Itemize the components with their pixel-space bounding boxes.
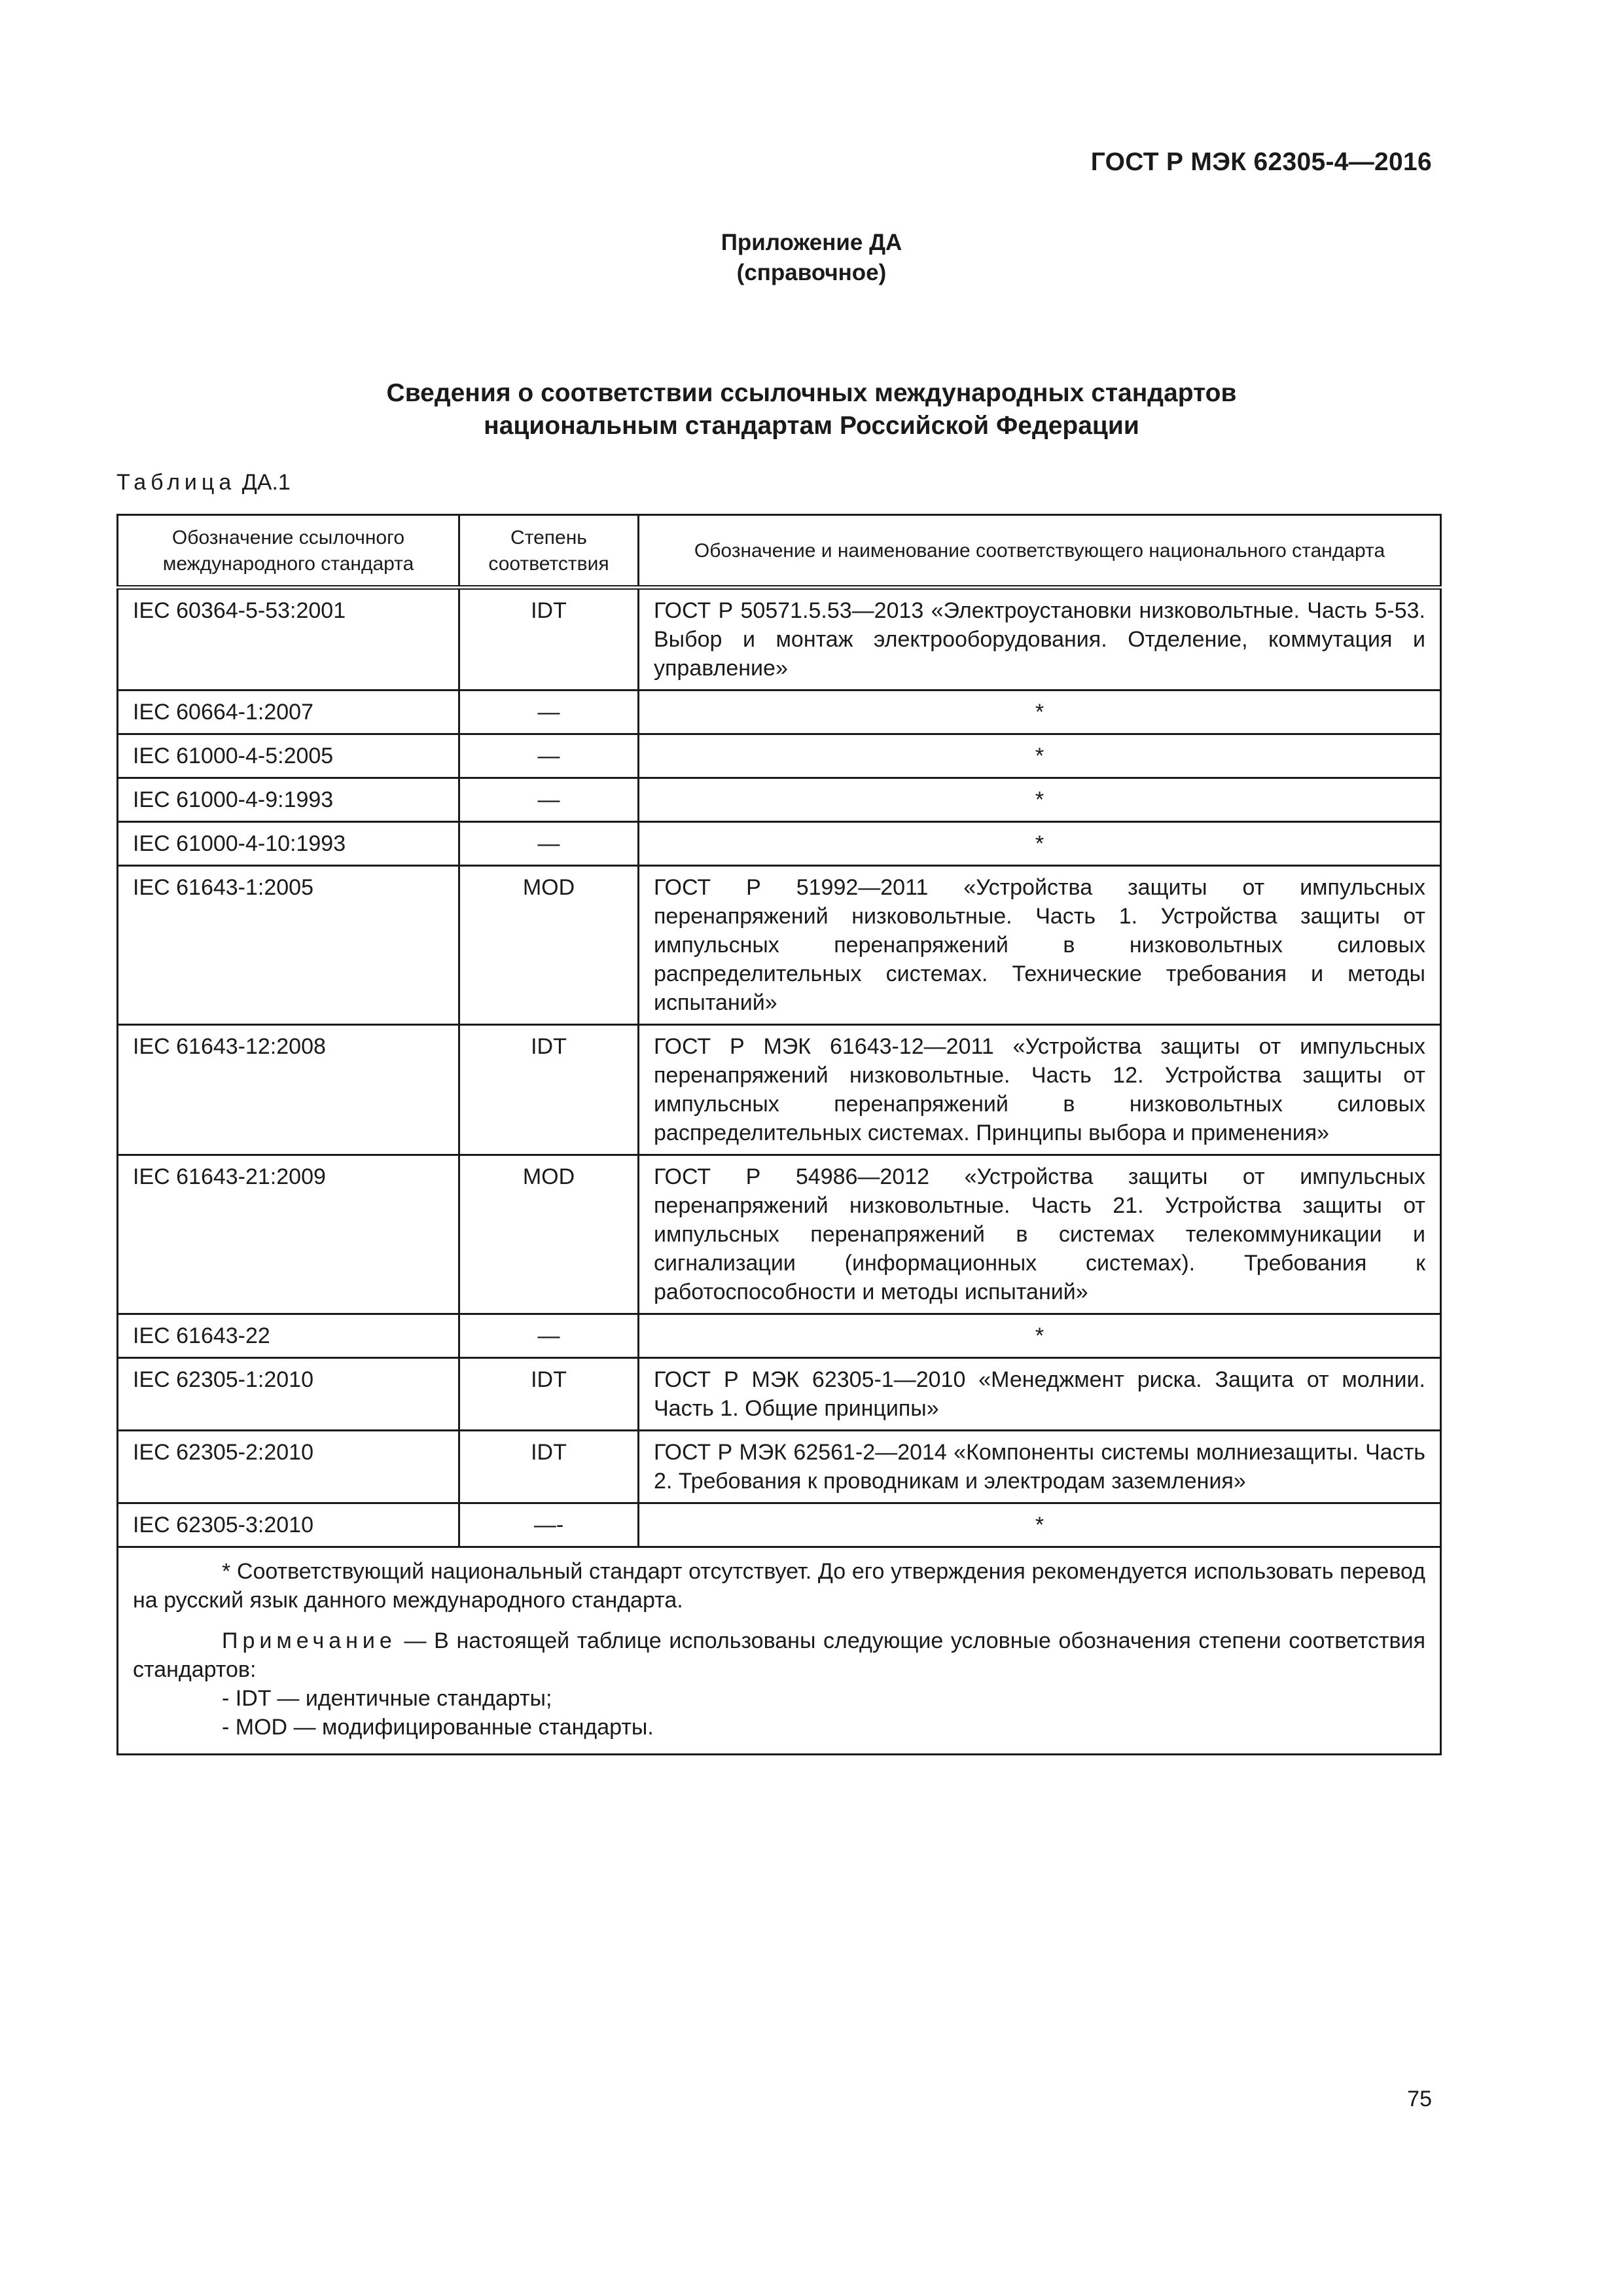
cell-degree: IDT [459, 1025, 639, 1155]
table-row [118, 1503, 1441, 1547]
cell-national: * [639, 1503, 1441, 1547]
cell-national: ГОСТ Р 51992—2011 «Устройства защиты от импульсных перенапряжений низковольтные. Часть 1. Устройства защиты от импульсных перенапряжений в низковольтных силовых распределительных системах. Технические требования и методы испытаний» [639, 866, 1441, 1025]
cell-code: IEC 60364-5-53:2001 [118, 588, 459, 691]
cell-code: IEC 61000-4-9:1993 [118, 778, 459, 822]
table-label [116, 470, 291, 495]
cell-national: * [639, 734, 1441, 778]
cell-code: IEC 61000-4-5:2005 [118, 734, 459, 778]
appendix-subtitle: (справочное) [736, 260, 887, 285]
section-title [0, 377, 1623, 442]
appendix-heading [0, 228, 1623, 288]
correspondence-table [116, 514, 1442, 1755]
cell-national: ГОСТ Р МЭК 61643-12—2011 «Устройства защиты от импульсных перенапряжений низковольтные. Часть 12. Устройства защиты от импульсных перенапряжений в низковольтных силовых распределительных системах. Принципы выбора и применения» [639, 1025, 1441, 1155]
cell-code: IEC 62305-3:2010 [118, 1503, 459, 1547]
cell-degree: — [459, 734, 639, 778]
cell-code: IEC 62305-2:2010 [118, 1431, 459, 1503]
appendix-title: Приложение ДА [721, 230, 902, 255]
cell-code: IEC 61643-12:2008 [118, 1025, 459, 1155]
section-title-line-2: национальным стандартам Российской Федерации [484, 412, 1139, 440]
cell-degree: MOD [459, 1155, 639, 1314]
note [133, 1626, 1425, 1684]
page-number: 75 [1407, 2087, 1432, 2111]
cell-national: * [639, 691, 1441, 734]
cell-degree: — [459, 1314, 639, 1358]
table-label-word: Таблица [116, 470, 236, 495]
table-row [118, 691, 1441, 734]
cell-national: ГОСТ Р 50571.5.53—2013 «Электроустановки низковольтные. Часть 5-53. Выбор и монтаж электрооборудования. Отделение, коммутация и управление» [639, 588, 1441, 691]
header-degree: Степень соответствия [459, 515, 639, 588]
document-code: ГОСТ Р МЭК 62305-4—2016 [1090, 148, 1432, 176]
header-international-standard: Обозначение ссылочного международного стандарта [118, 515, 459, 588]
cell-degree: IDT [459, 588, 639, 691]
table-row [118, 588, 1441, 691]
header-national-standard: Обозначение и наименование соответствующего национального стандарта [639, 515, 1441, 588]
table-row [118, 1314, 1441, 1358]
cell-degree: — [459, 778, 639, 822]
note-item-mod: - MOD — модифицированные стандарты. [222, 1715, 654, 1740]
table-footer-row [118, 1547, 1441, 1755]
table-row [118, 866, 1441, 1025]
cell-degree: — [459, 691, 639, 734]
footnote: * Соответствующий национальный стандарт отсутствует. До его утверждения рекомендуется использовать перевод на русский язык данного международного стандарта. [133, 1559, 1425, 1613]
cell-national: ГОСТ Р 54986—2012 «Устройства защиты от импульсных перенапряжений низковольтные. Часть 21. Устройства защиты от импульсных перенапряжений в системах телекоммуникации и сигнализации (информационных системах). Требования к работоспособности и методы испытаний» [639, 1155, 1441, 1314]
cell-national: ГОСТ Р МЭК 62561-2—2014 «Компоненты системы молниезащиты. Часть 2. Требования к проводникам и электродам заземления» [639, 1431, 1441, 1503]
table-footer [118, 1547, 1441, 1755]
cell-national: ГОСТ Р МЭК 62305-1—2010 «Менеджмент риска. Защита от молнии. Часть 1. Общие принципы» [639, 1358, 1441, 1431]
cell-code: IEC 61643-1:2005 [118, 866, 459, 1025]
cell-degree: IDT [459, 1358, 639, 1431]
table-row [118, 1025, 1441, 1155]
table-row [118, 734, 1441, 778]
cell-code: IEC 62305-1:2010 [118, 1358, 459, 1431]
table-row [118, 1155, 1441, 1314]
table-body [118, 588, 1441, 1755]
table-row [118, 1431, 1441, 1503]
cell-degree: MOD [459, 866, 639, 1025]
cell-national: * [639, 822, 1441, 866]
note-label: Примечание [222, 1628, 397, 1653]
cell-national: * [639, 778, 1441, 822]
cell-code: IEC 61643-21:2009 [118, 1155, 459, 1314]
cell-degree: — [459, 822, 639, 866]
table-row [118, 778, 1441, 822]
table-label-id: ДА.1 [241, 470, 291, 495]
cell-code: IEC 61000-4-10:1993 [118, 822, 459, 866]
table-header-row [118, 515, 1441, 588]
section-title-line-1: Сведения о соответствии ссылочных международных стандартов [386, 379, 1237, 407]
cell-degree: —- [459, 1503, 639, 1547]
table-row [118, 822, 1441, 866]
note-text: — В настоящей таблице использованы следующие условные обозначения степени соответствия стандартов: [133, 1628, 1425, 1682]
table-row [118, 1358, 1441, 1431]
cell-code: IEC 61643-22 [118, 1314, 459, 1358]
note-item-idt: - IDT — идентичные стандарты; [222, 1686, 552, 1711]
cell-national: * [639, 1314, 1441, 1358]
cell-degree: IDT [459, 1431, 639, 1503]
cell-code: IEC 60664-1:2007 [118, 691, 459, 734]
